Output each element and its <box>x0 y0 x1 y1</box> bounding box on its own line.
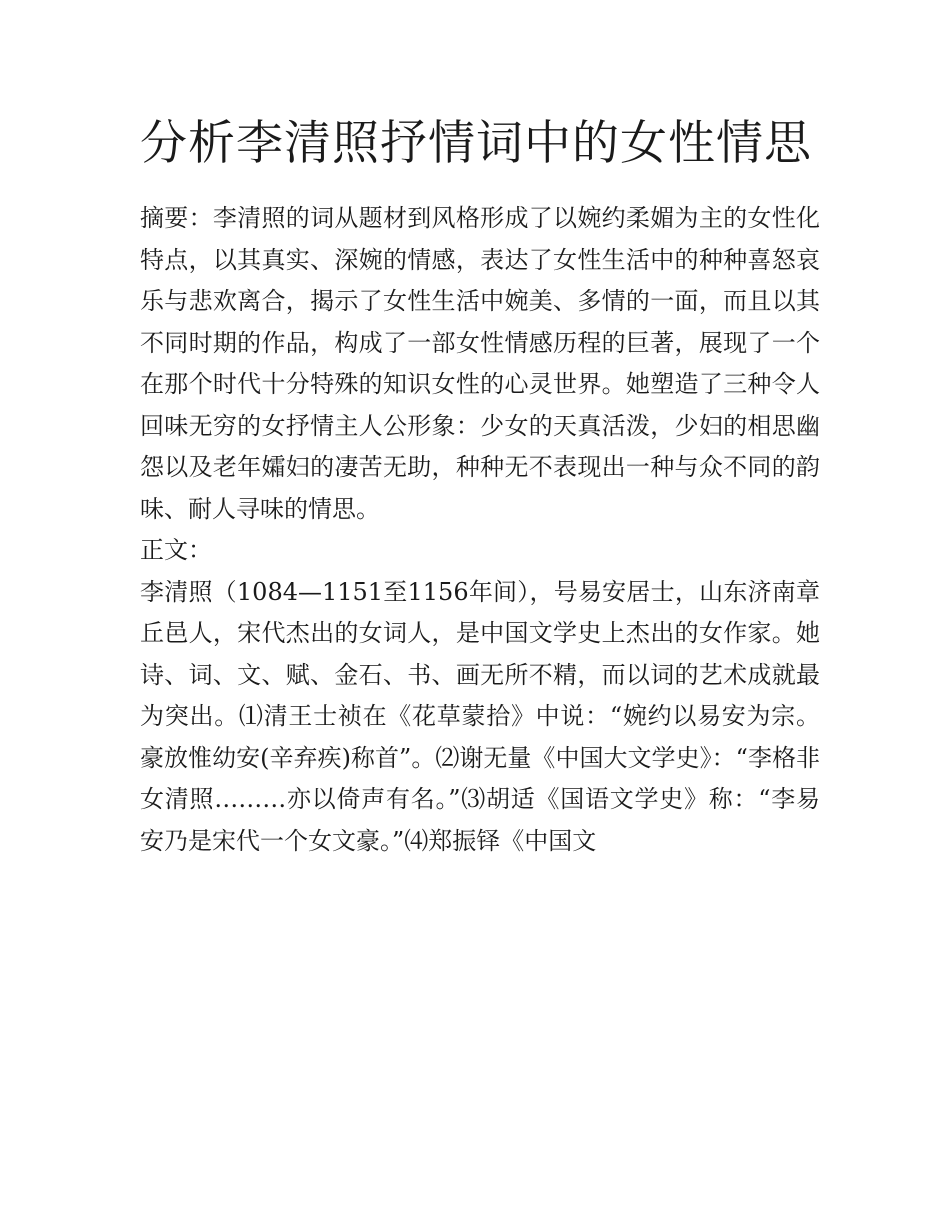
document-page <box>140 108 820 862</box>
document-title: 分析李清照抒情词中的女性情思 <box>140 116 812 171</box>
body-label: 正文： <box>140 536 212 564</box>
body-paragraph: 李清照（1084—1151至1156年间），号易安居士，山东济南章丘邑人，宋代杰出的女词人，是中国文学史上杰出的女作家。她诗、词、文、赋、金石、书、画无所不精，而以词的艺术成就最为突出。⑴清王士祯在《花草蒙拾》中说：“婉约以易安为宗。豪放惟幼安(辛弃疾)称首”。⑵谢无量《中国大文学史》：“李格非女清照………亦以倚声有名。”⑶胡适《国语文学史》称：“李易安乃是宋代一个女文豪。”⑷郑振铎《中国文 <box>140 577 820 855</box>
abstract-paragraph: 摘要：李清照的词从题材到风格形成了以婉约柔媚为主的女性化特点，以其真实、深婉的情感，表达了女性生活中的种种喜怒哀乐与悲欢离合，揭示了女性生活中婉美、多情的一面，而且以其不同时期的作品，构成了一部女性情感历程的巨著，展现了一个在那个时代十分特殊的知识女性的心灵世界。她塑造了三种令人回味无穷的女抒情主人公形象：少女的天真活泼，少妇的相思幽怨以及老年孀妇的凄苦无助，种种无不表现出一种与众不同的韵味、耐人寻味的情思。 <box>140 204 820 523</box>
